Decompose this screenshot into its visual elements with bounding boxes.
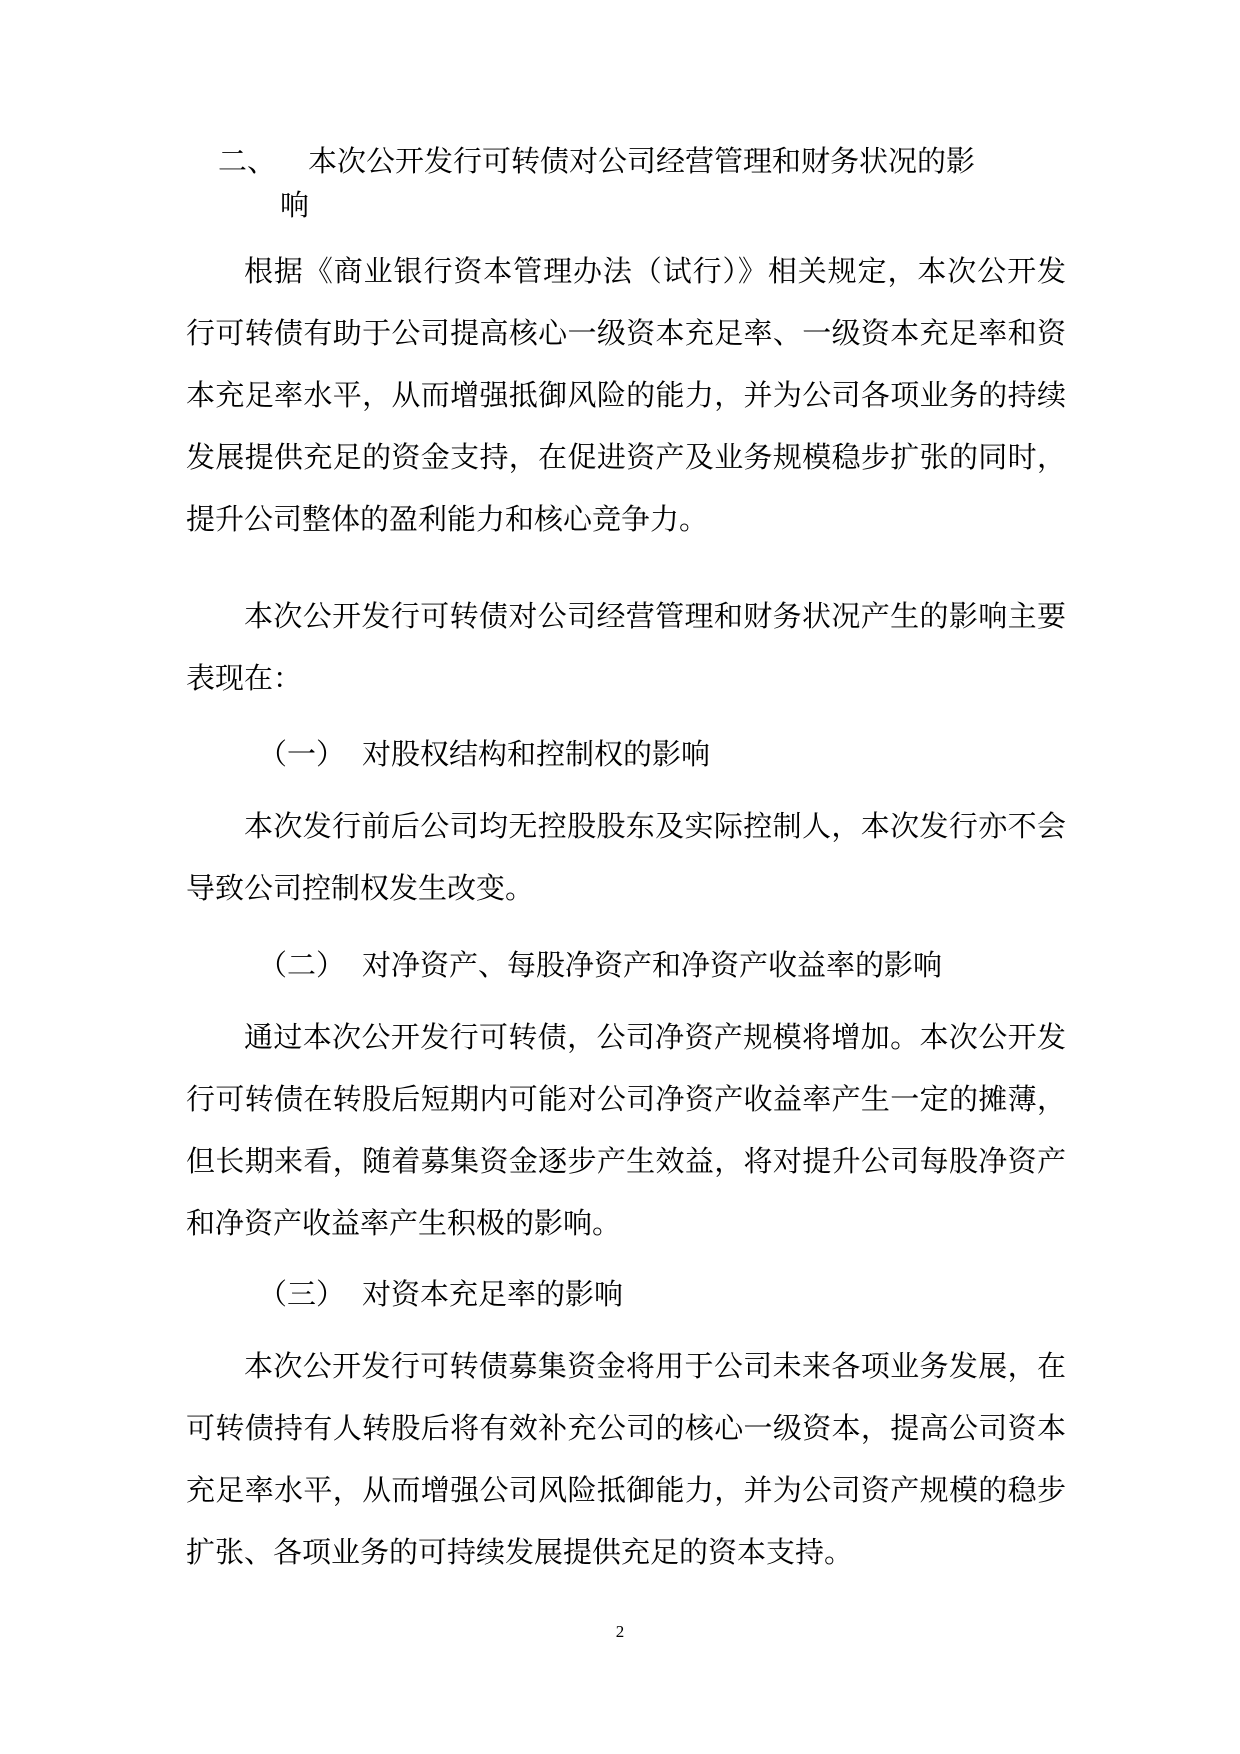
subsection-paragraph-1: 本次发行前后公司均无控股股东及实际控制人，本次发行亦不会导致公司控制权发生改变。: [186, 809, 1066, 905]
page-number: 2: [615, 1622, 625, 1641]
subsection-number-1: （一）: [258, 737, 346, 771]
subsection-paragraph-2: 通过本次公开发行可转债，公司净资产规模将增加。本次公开发行可转债在转股后短期内可能对公司净资产收益率产生一定的摊薄，但长期来看，随着募集资金逐步产生效益，将对提升公司每股净资产和净资产收益率产生积极的影响。: [186, 1020, 1066, 1240]
subsection-heading-2: [258, 945, 942, 985]
subsection-paragraph-3: 本次公开发行可转债募集资金将用于公司未来各项业务发展，在可转债持有人转股后将有效补充公司的核心一级资本，提高公司资本充足率水平，从而增强公司风险抵御能力，并为公司资产规模的稳步扩张、各项业务的可持续发展提供充足的资本支持。: [186, 1349, 1066, 1569]
subsection-number-3: （三）: [258, 1277, 346, 1311]
subsection-heading-1: [258, 734, 710, 774]
subsection-title-2: 对净资产、每股净资产和净资产收益率的影响: [362, 948, 943, 982]
section-heading: [218, 141, 975, 181]
subsection-number-2: （二）: [258, 948, 346, 982]
subsection-title-1: 对股权结构和控制权的影响: [362, 737, 711, 771]
intro-paragraph: 根据《商业银行资本管理办法（试行）》相关规定，本次公开发行可转债有助于公司提高核心一级资本充足率、一级资本充足率和资本充足率水平，从而增强抵御风险的能力，并为公司各项业务的持续发展提供充足的资金支持，在促进资产及业务规模稳步扩张的同时，提升公司整体的盈利能力和核心竞争力。: [186, 254, 1066, 536]
section-heading-title-line2: 响: [280, 188, 310, 222]
summary-paragraph: 本次公开发行可转债对公司经营管理和财务状况产生的影响主要表现在：: [186, 599, 1066, 695]
section-heading-number: 二、: [218, 144, 277, 178]
section-heading-title-line1: 本次公开发行可转债对公司经营管理和财务状况的影: [308, 144, 976, 178]
subsection-heading-3: [258, 1274, 623, 1314]
subsection-title-3: 对资本充足率的影响: [362, 1277, 624, 1311]
section-heading-continuation: [280, 185, 309, 225]
